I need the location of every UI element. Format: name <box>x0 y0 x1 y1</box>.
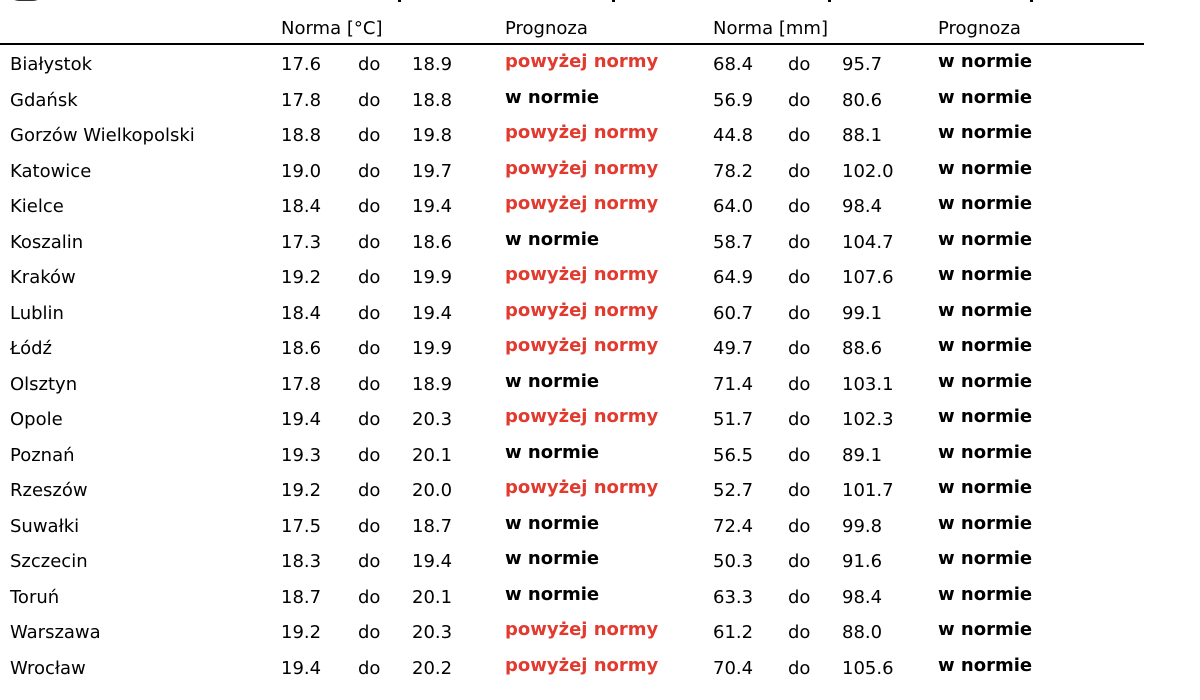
temp-norm-min: 19.2 <box>281 622 322 643</box>
temp-range-separator: do <box>358 586 381 608</box>
city-name: Kraków <box>10 267 76 288</box>
precip-norm-min: 56.9 <box>713 89 754 111</box>
temp-norm-max: 18.9 <box>412 373 453 395</box>
precip-forecast: w normie <box>938 512 1033 534</box>
cut-off-mark <box>828 0 831 2</box>
precip-norm-max: 80.6 <box>842 89 883 111</box>
table-row <box>0 474 1200 510</box>
table-row <box>0 403 1200 439</box>
temp-norm-min: 17.6 <box>281 54 322 75</box>
precip-range-separator: do <box>788 551 811 572</box>
table-row <box>0 332 1200 368</box>
temp-range-separator: do <box>358 444 381 466</box>
precip-forecast: w normie <box>938 548 1033 569</box>
table-row <box>0 261 1200 297</box>
temp-forecast: w normie <box>505 370 600 392</box>
logo-fragment <box>8 0 44 1</box>
precip-forecast: w normie <box>938 157 1033 179</box>
cut-off-mark <box>398 0 401 2</box>
city-name: Rzeszów <box>10 480 88 501</box>
precip-norm-min: 63.3 <box>713 586 754 608</box>
precip-forecast: w normie <box>938 264 1033 285</box>
temp-range-separator: do <box>358 125 381 146</box>
city-name: Toruń <box>10 586 60 608</box>
cut-off-mark <box>1030 0 1033 2</box>
city-name: Opole <box>10 409 63 430</box>
precip-range-separator: do <box>788 89 811 111</box>
temp-norm-max: 19.9 <box>412 267 453 288</box>
temp-range-separator: do <box>358 551 381 572</box>
temp-norm-min: 19.4 <box>281 657 322 679</box>
temp-norm-min: 17.8 <box>281 89 322 111</box>
precip-range-separator: do <box>788 480 811 501</box>
temp-norm-max: 19.4 <box>412 551 453 572</box>
precip-range-separator: do <box>788 444 811 466</box>
temp-norm-min: 19.0 <box>281 160 322 182</box>
city-name: Olsztyn <box>10 373 78 395</box>
temp-range-separator: do <box>358 302 381 324</box>
precip-forecast: w normie <box>938 122 1033 143</box>
precip-norm-max: 105.6 <box>842 657 894 679</box>
temp-norm-max: 18.8 <box>412 89 453 111</box>
temp-norm-min: 19.4 <box>281 409 322 430</box>
table-body <box>0 48 1200 687</box>
table-row <box>0 545 1200 581</box>
city-name: Lublin <box>10 302 64 324</box>
precip-forecast: w normie <box>938 193 1033 214</box>
temp-range-separator: do <box>358 515 381 537</box>
temp-forecast: powyżej normy <box>505 51 659 72</box>
temp-forecast: powyżej normy <box>505 193 659 214</box>
temp-forecast: powyżej normy <box>505 157 659 179</box>
temp-norm-min: 18.8 <box>281 125 322 146</box>
precip-norm-min: 51.7 <box>713 409 754 430</box>
precip-norm-header: Norma [mm] <box>713 18 828 39</box>
precip-norm-max: 102.0 <box>842 160 894 182</box>
precip-norm-min: 56.5 <box>713 444 754 466</box>
precip-forecast: w normie <box>938 477 1033 498</box>
city-name: Łódź <box>10 338 53 359</box>
precip-norm-max: 99.1 <box>842 302 883 324</box>
precip-range-separator: do <box>788 125 811 146</box>
temp-norm-max: 20.3 <box>412 409 453 430</box>
table-row <box>0 439 1200 475</box>
city-name: Poznań <box>10 444 75 466</box>
temp-range-separator: do <box>358 338 381 359</box>
precip-range-separator: do <box>788 231 811 253</box>
precip-norm-min: 58.7 <box>713 231 754 253</box>
precip-norm-min: 64.9 <box>713 267 754 288</box>
precip-norm-max: 95.7 <box>842 54 883 75</box>
precip-range-separator: do <box>788 338 811 359</box>
temp-norm-max: 19.4 <box>412 196 453 217</box>
precip-range-separator: do <box>788 54 811 75</box>
table-row <box>0 616 1200 652</box>
precip-range-separator: do <box>788 657 811 679</box>
temp-forecast: powyżej normy <box>505 264 659 285</box>
city-name: Szczecin <box>10 551 88 572</box>
table-row <box>0 190 1200 226</box>
precip-norm-min: 70.4 <box>713 657 754 679</box>
precip-norm-min: 44.8 <box>713 125 754 146</box>
precip-norm-min: 49.7 <box>713 338 754 359</box>
temp-norm-min: 17.3 <box>281 231 322 253</box>
temp-range-separator: do <box>358 622 381 643</box>
precip-forecast-header: Prognoza <box>938 18 1021 39</box>
table-header <box>0 14 1200 44</box>
city-name: Suwałki <box>10 515 80 537</box>
precip-range-separator: do <box>788 586 811 608</box>
temp-forecast: powyżej normy <box>505 619 659 640</box>
temp-norm-min: 18.6 <box>281 338 322 359</box>
temp-range-separator: do <box>358 196 381 217</box>
temp-norm-max: 20.0 <box>412 480 453 501</box>
temp-norm-min: 17.5 <box>281 515 322 537</box>
temp-norm-min: 19.3 <box>281 444 322 466</box>
precip-norm-min: 60.7 <box>713 302 754 324</box>
precip-range-separator: do <box>788 160 811 182</box>
precip-forecast: w normie <box>938 86 1033 108</box>
temp-norm-max: 19.4 <box>412 302 453 324</box>
temp-range-separator: do <box>358 89 381 111</box>
temp-range-separator: do <box>358 160 381 182</box>
precip-norm-max: 89.1 <box>842 444 883 466</box>
precip-norm-max: 102.3 <box>842 409 894 430</box>
precip-norm-min: 52.7 <box>713 480 754 501</box>
precip-norm-max: 104.7 <box>842 231 894 253</box>
temp-norm-max: 20.3 <box>412 622 453 643</box>
precip-range-separator: do <box>788 409 811 430</box>
table-row <box>0 48 1200 84</box>
temp-forecast: w normie <box>505 548 600 569</box>
temp-norm-max: 20.2 <box>412 657 453 679</box>
temp-forecast: powyżej normy <box>505 654 659 676</box>
precip-norm-max: 88.0 <box>842 622 883 643</box>
temp-norm-max: 20.1 <box>412 586 453 608</box>
temp-forecast: w normie <box>505 512 600 534</box>
precip-forecast: w normie <box>938 619 1033 640</box>
temp-range-separator: do <box>358 267 381 288</box>
temp-forecast: powyżej normy <box>505 477 659 498</box>
precip-forecast: w normie <box>938 406 1033 427</box>
temp-norm-min: 18.7 <box>281 586 322 608</box>
precip-forecast: w normie <box>938 441 1033 463</box>
precip-range-separator: do <box>788 373 811 395</box>
table-row <box>0 84 1200 120</box>
precip-norm-max: 101.7 <box>842 480 894 501</box>
temp-forecast: w normie <box>505 583 600 605</box>
precip-range-separator: do <box>788 622 811 643</box>
table-row <box>0 368 1200 404</box>
precip-forecast: w normie <box>938 654 1033 676</box>
precip-forecast: w normie <box>938 335 1033 356</box>
cut-off-mark <box>612 0 615 2</box>
temp-norm-min: 19.2 <box>281 480 322 501</box>
precip-norm-min: 64.0 <box>713 196 754 217</box>
precip-range-separator: do <box>788 515 811 537</box>
temp-norm-max: 20.1 <box>412 444 453 466</box>
temp-norm-header: Norma [°C] <box>281 18 383 39</box>
city-name: Gdańsk <box>10 89 78 111</box>
temp-forecast: w normie <box>505 228 600 250</box>
temp-norm-min: 18.4 <box>281 196 322 217</box>
table-row <box>0 510 1200 546</box>
temp-forecast-header: Prognoza <box>505 18 588 39</box>
city-name: Koszalin <box>10 231 84 253</box>
precip-norm-min: 50.3 <box>713 551 754 572</box>
precip-norm-max: 98.4 <box>842 196 883 217</box>
temp-norm-max: 19.7 <box>412 160 453 182</box>
temp-norm-max: 19.9 <box>412 338 453 359</box>
city-name: Białystok <box>10 54 93 75</box>
temp-norm-max: 18.9 <box>412 54 453 75</box>
precip-norm-max: 88.6 <box>842 338 883 359</box>
temp-norm-max: 18.6 <box>412 231 453 253</box>
precip-norm-min: 72.4 <box>713 515 754 537</box>
city-name: Kielce <box>10 196 64 217</box>
header-divider <box>0 43 1144 45</box>
table-row <box>0 155 1200 191</box>
temp-forecast: w normie <box>505 441 600 463</box>
precip-forecast: w normie <box>938 228 1033 250</box>
city-name: Warszawa <box>10 622 101 643</box>
temp-forecast: powyżej normy <box>505 122 659 143</box>
table-row <box>0 297 1200 333</box>
temp-range-separator: do <box>358 480 381 501</box>
table-row <box>0 581 1200 617</box>
temp-range-separator: do <box>358 231 381 253</box>
precip-norm-min: 78.2 <box>713 160 754 182</box>
temp-norm-min: 18.3 <box>281 551 322 572</box>
temp-range-separator: do <box>358 409 381 430</box>
temp-norm-max: 19.8 <box>412 125 453 146</box>
temp-forecast: w normie <box>505 86 600 108</box>
cut-off-previous-row <box>0 0 1200 4</box>
precip-range-separator: do <box>788 302 811 324</box>
table-row <box>0 226 1200 262</box>
city-name: Wrocław <box>10 657 86 679</box>
precip-range-separator: do <box>788 267 811 288</box>
table-row <box>0 652 1200 688</box>
city-name: Katowice <box>10 160 92 182</box>
precip-range-separator: do <box>788 196 811 217</box>
table-row <box>0 119 1200 155</box>
temp-range-separator: do <box>358 657 381 679</box>
city-name: Gorzów Wielkopolski <box>10 125 195 146</box>
precip-norm-min: 68.4 <box>713 54 754 75</box>
temp-norm-min: 18.4 <box>281 302 322 324</box>
temp-norm-min: 17.8 <box>281 373 322 395</box>
precip-norm-max: 98.4 <box>842 586 883 608</box>
temp-norm-min: 19.2 <box>281 267 322 288</box>
temp-forecast: powyżej normy <box>505 335 659 356</box>
temp-forecast: powyżej normy <box>505 406 659 427</box>
precip-forecast: w normie <box>938 51 1033 72</box>
precip-norm-max: 88.1 <box>842 125 883 146</box>
precip-norm-max: 107.6 <box>842 267 894 288</box>
temp-norm-max: 18.7 <box>412 515 453 537</box>
temp-forecast: powyżej normy <box>505 299 659 321</box>
precip-norm-min: 61.2 <box>713 622 754 643</box>
precip-forecast: w normie <box>938 299 1033 321</box>
precip-forecast: w normie <box>938 370 1033 392</box>
precip-norm-max: 91.6 <box>842 551 883 572</box>
precip-norm-min: 71.4 <box>713 373 754 395</box>
temp-range-separator: do <box>358 373 381 395</box>
precip-forecast: w normie <box>938 583 1033 605</box>
temp-range-separator: do <box>358 54 381 75</box>
precip-norm-max: 103.1 <box>842 373 894 395</box>
precip-norm-max: 99.8 <box>842 515 883 537</box>
